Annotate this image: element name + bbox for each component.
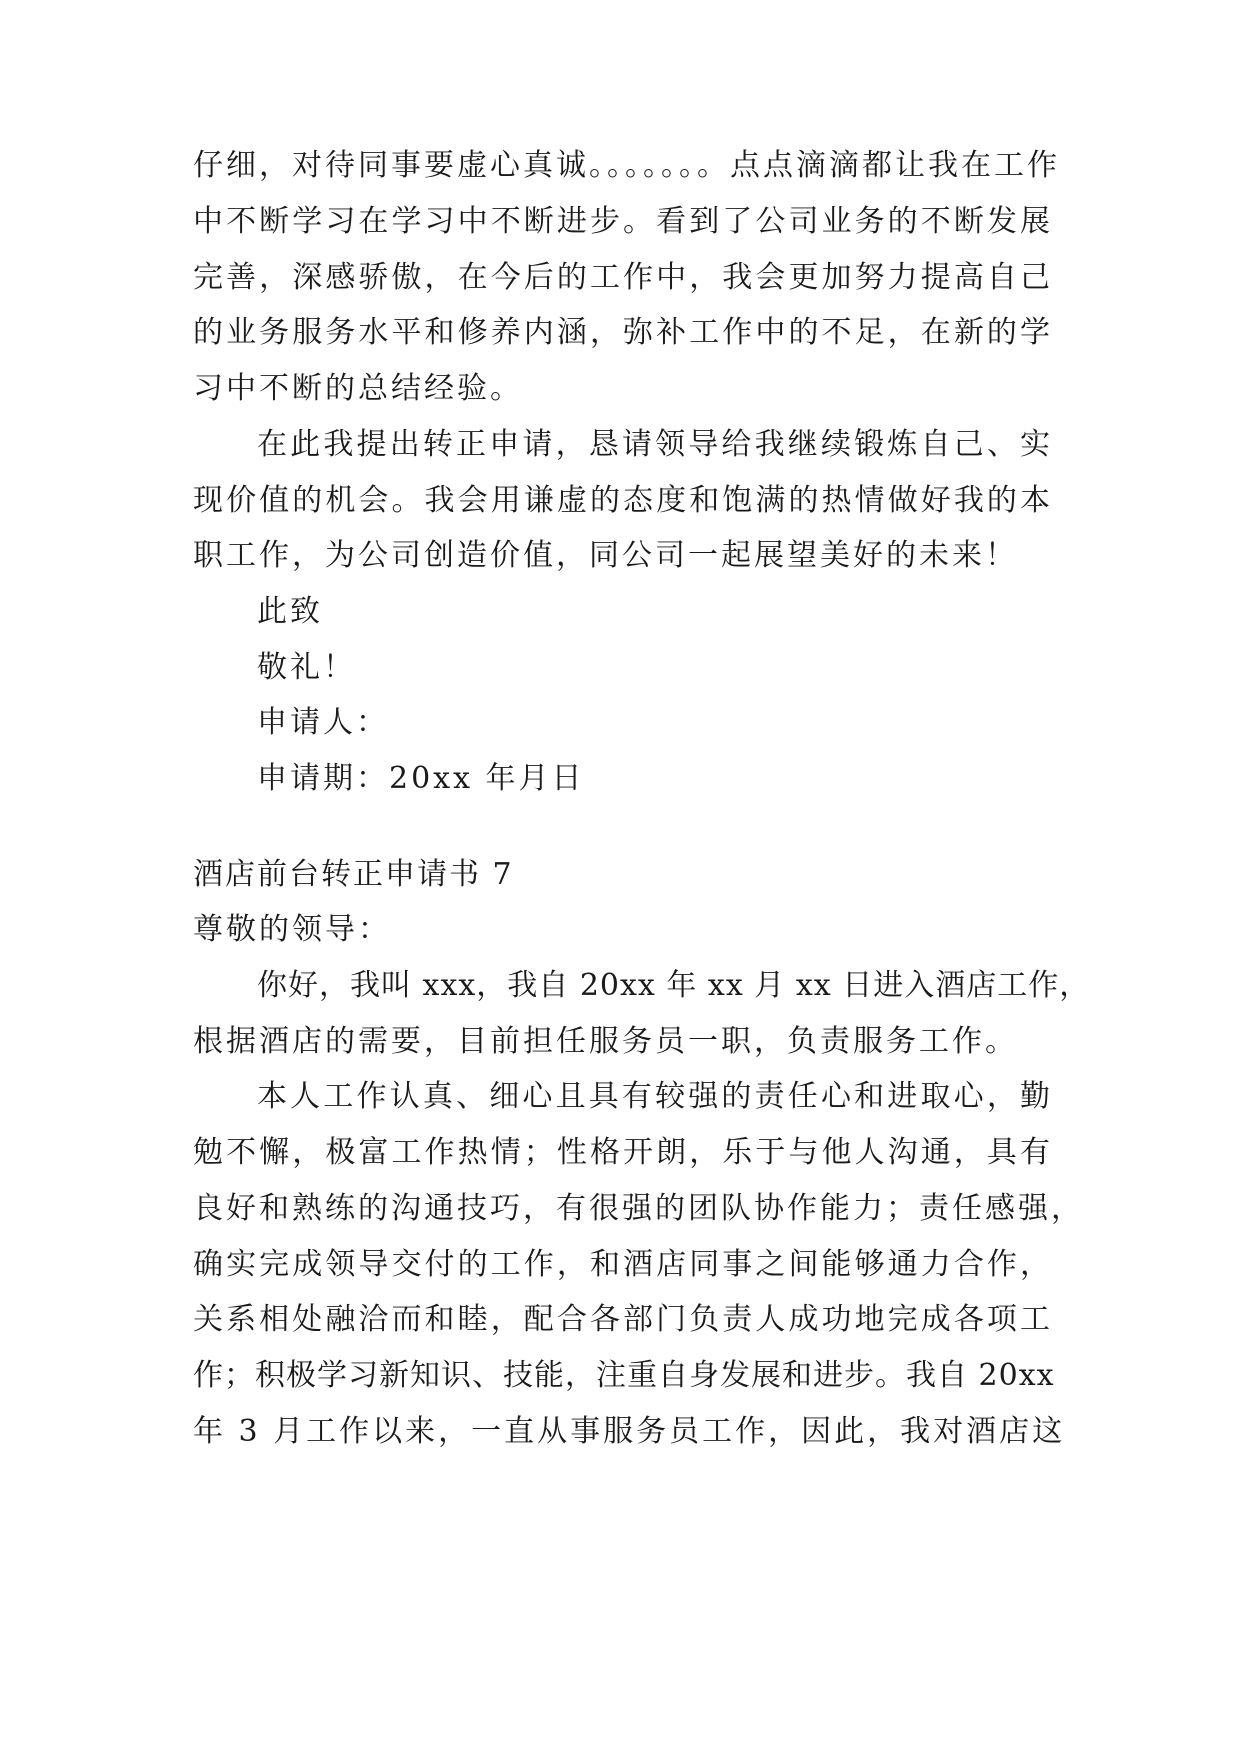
paragraph-1-line-4: 的业务服务水平和修养内涵，弥补工作中的不足，在新的学 bbox=[193, 315, 1053, 350]
paragraph-4-line-4: 确实完成领导交付的工作，和酒店同事之间能够通力合作， bbox=[193, 1247, 1053, 1282]
closing-date: 申请期：20xx 年月日 bbox=[257, 761, 585, 796]
paragraph-4-line-2: 勉不懈，极富工作热情；性格开朗，乐于与他人沟通，具有 bbox=[193, 1135, 1053, 1170]
paragraph-4-line-6: 作；积极学习新知识、技能，注重自身发展和进步。我自 20xx bbox=[193, 1358, 1055, 1393]
paragraph-2-line-2: 现价值的机会。我会用谦虚的态度和饱满的热情做好我的本 bbox=[193, 483, 1053, 518]
paragraph-1-line-1: 仔细，对待同事要虚心真诚。。。。。。。点点滴滴都让我在工作 bbox=[193, 148, 1060, 183]
paragraph-3-line-1: 你好，我叫 xxx，我自 20xx 年 xx 月 xx 日进入酒店工作， bbox=[257, 968, 1091, 1003]
paragraph-3-line-2: 根据酒店的需要，目前担任服务员一职，负责服务工作。 bbox=[193, 1024, 1018, 1059]
paragraph-2-line-3: 职工作，为公司创造价值，同公司一起展望美好的未来！ bbox=[193, 538, 1018, 573]
greeting: 尊敬的领导： bbox=[193, 912, 391, 947]
paragraph-1-line-2: 中不断学习在学习中不断进步。看到了公司业务的不断发展 bbox=[193, 204, 1053, 239]
closing-salutation-1: 此致 bbox=[257, 594, 323, 629]
paragraph-1-line-5: 习中不断的总结经验。 bbox=[193, 371, 523, 406]
paragraph-4-line-7: 年 3 月工作以来，一直从事服务员工作，因此，我对酒店这 bbox=[193, 1414, 1066, 1449]
closing-salutation-2: 敬礼！ bbox=[257, 650, 356, 685]
closing-applicant: 申请人： bbox=[257, 705, 389, 740]
paragraph-1-line-3: 完善，深感骄傲，在今后的工作中，我会更加努力提高自己 bbox=[193, 260, 1053, 295]
paragraph-4-line-5: 关系相处融洽而和睦，配合各部门负责人成功地完成各项工 bbox=[193, 1302, 1053, 1337]
paragraph-4-line-3: 良好和熟练的沟通技巧，有很强的团队协作能力；责任感强， bbox=[193, 1191, 1084, 1226]
section-title: 酒店前台转正申请书 7 bbox=[193, 857, 514, 892]
paragraph-2-line-1: 在此我提出转正申请，恳请领导给我继续锻炼自己、实 bbox=[257, 427, 1053, 462]
paragraph-4-line-1: 本人工作认真、细心且具有较强的责任心和进取心，勤 bbox=[257, 1079, 1053, 1114]
